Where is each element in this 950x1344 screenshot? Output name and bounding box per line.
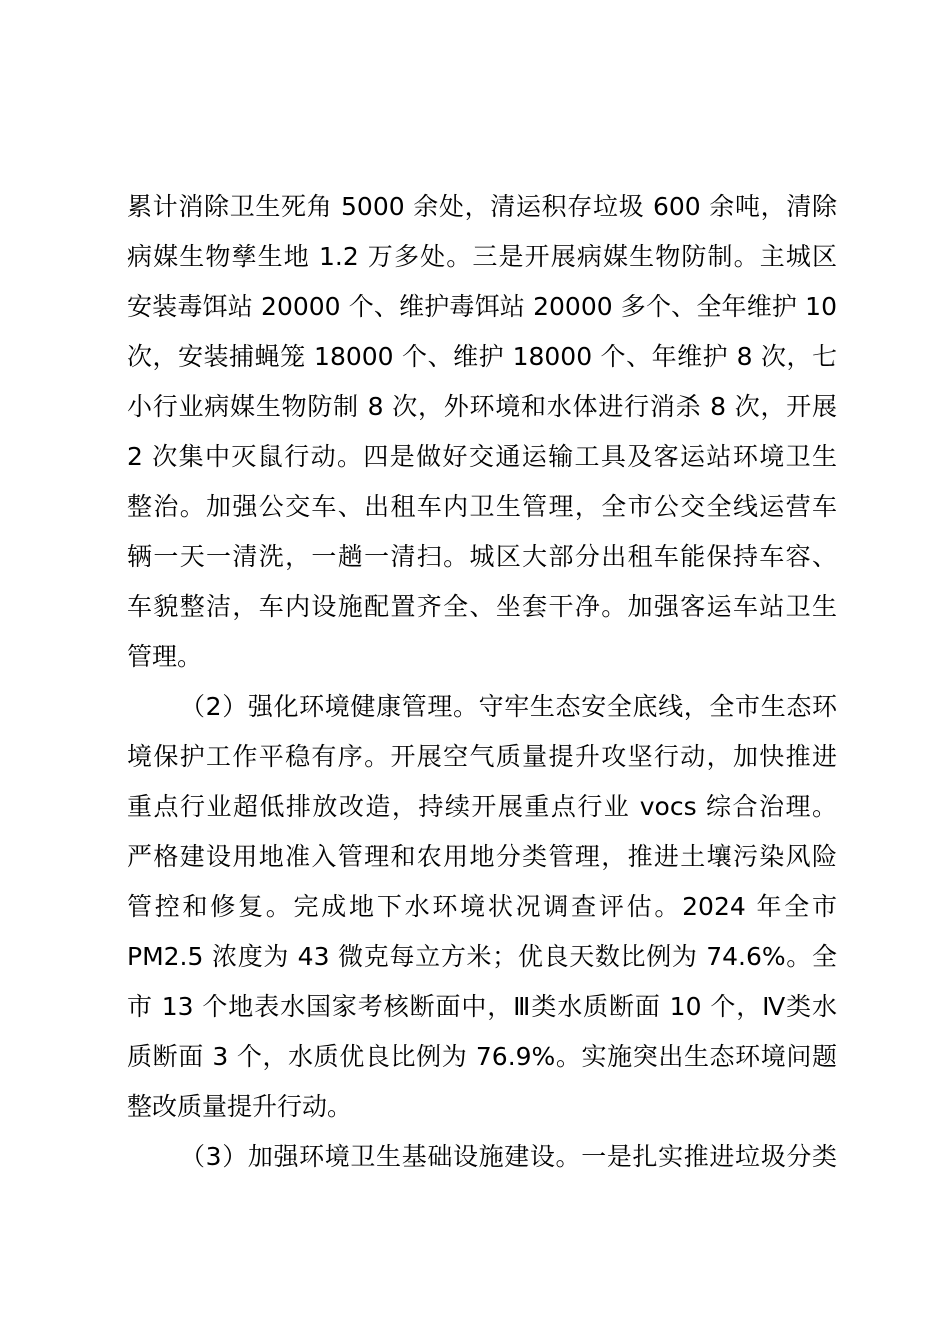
text-line: 次，安装捕蝇笼 18000 个、维护 18000 个、年维护 8 次，七	[127, 342, 837, 371]
text-line: 管控和修复。完成地下水环境状况调查评估。2024 年全市	[127, 892, 837, 921]
paragraph-heading-2: （2）强化环境健康管理。守牢生态安全底线，全市生态环	[180, 692, 837, 721]
text-line: 市 13 个地表水国家考核断面中，Ⅲ类水质断面 10 个，Ⅳ类水	[127, 992, 837, 1021]
text-line: 质断面 3 个，水质优良比例为 76.9%。实施突出生态环境问题	[127, 1042, 837, 1071]
text-line: 严格建设用地准入管理和农用地分类管理，推进土壤污染风险	[127, 842, 837, 871]
text-line-paragraph-end: 整改质量提升行动。	[127, 1092, 353, 1121]
text-line: 辆一天一清洗，一趟一清扫。城区大部分出租车能保持车容、	[127, 542, 837, 571]
text-line: 累计消除卫生死角 5000 余处，清运积存垃圾 600 余吨，清除	[127, 192, 837, 221]
body-text	[127, 182, 837, 1182]
text-line: 整治。加强公交车、出租车内卫生管理，全市公交全线运营车	[127, 492, 837, 521]
text-line: 重点行业超低排放改造，持续开展重点行业 vocs 综合治理。	[127, 792, 837, 821]
text-line: 境保护工作平稳有序。开展空气质量提升攻坚行动，加快推进	[127, 742, 837, 771]
text-line: 小行业病媒生物防制 8 次，外环境和水体进行消杀 8 次，开展	[127, 392, 837, 421]
text-line: 病媒生物孳生地 1.2 万多处。三是开展病媒生物防制。主城区	[127, 242, 837, 271]
text-line: 车貌整洁，车内设施配置齐全、坐套干净。加强客运车站卫生	[127, 592, 837, 621]
text-line: 2 次集中灭鼠行动。四是做好交通运输工具及客运站环境卫生	[127, 442, 837, 471]
paragraph-heading-3: （3）加强环境卫生基础设施建设。一是扎实推进垃圾分类	[180, 1142, 837, 1171]
text-line-paragraph-end: 管理。	[127, 642, 203, 671]
text-line: PM2.5 浓度为 43 微克每立方米；优良天数比例为 74.6%。全	[127, 942, 837, 971]
text-line: 安装毒饵站 20000 个、维护毒饵站 20000 多个、全年维护 10	[127, 292, 837, 321]
